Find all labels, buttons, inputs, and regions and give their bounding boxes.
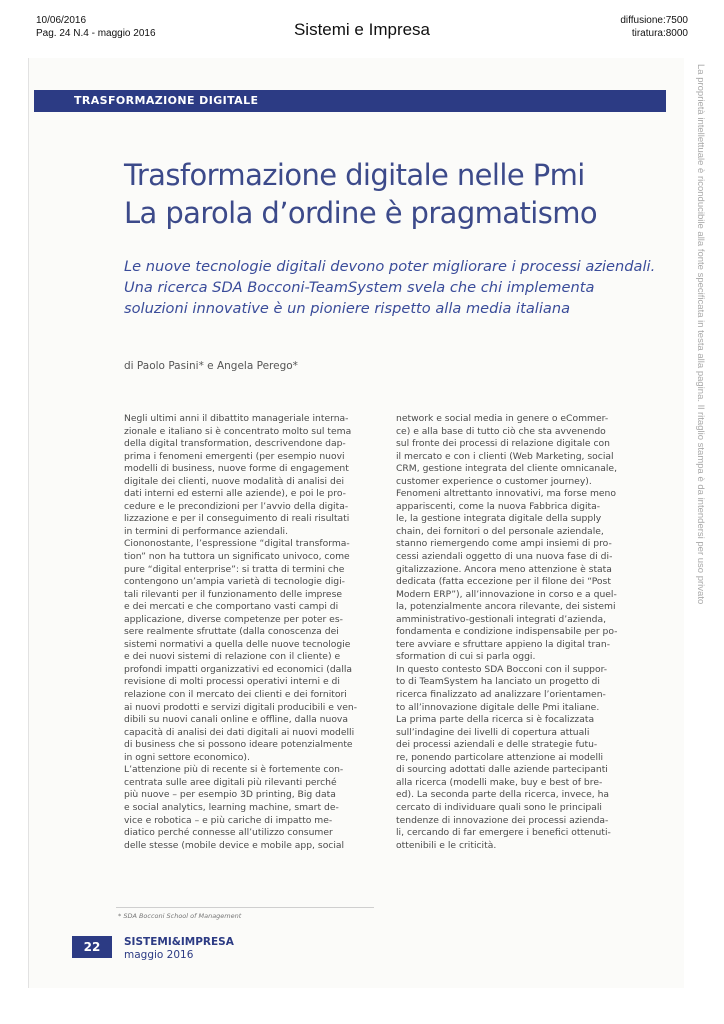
article-title-line: La parola d’ordine è pragmatismo	[124, 196, 598, 230]
body-text-line: di sourcing adottati dalle aziende partecipanti	[396, 764, 608, 776]
body-text-line: dei processi aziendali e delle strategie futu-	[396, 739, 598, 751]
body-text-line: vice e robotica – e più cariche di impatto me-	[124, 814, 333, 826]
body-text-line: Negli ultimi anni il dibattito manageriale interna-	[124, 413, 349, 424]
article-deck	[124, 256, 672, 319]
section-banner	[34, 90, 666, 112]
body-text-line: della digital transformation, descrivendone dap-	[124, 438, 346, 450]
clipping-stats	[620, 14, 688, 40]
author-footnote: * SDA Bocconi School of Management	[118, 912, 242, 920]
body-text-line: tali rilevanti per il funzionamento delle imprese	[124, 588, 343, 600]
body-text-line: customer experience o customer journey).	[396, 475, 592, 487]
body-text-line: zionale e italiano si è concentrato molto sul tema	[124, 425, 352, 437]
body-text-line: le, la gestione integrata digitale della supply	[396, 513, 602, 525]
body-text-line: to di TeamSystem ha lanciato un progetto di	[396, 676, 600, 688]
article-title-line: Trasformazione digitale nelle Pmi	[124, 158, 585, 192]
body-text-line: ed). La seconda parte della ricerca, invece, ha	[396, 789, 610, 801]
body-text-line: sere realmente sfruttate (dalla conoscenza dei	[124, 626, 339, 638]
body-text-line: in ogni settore economico).	[124, 751, 250, 763]
body-column-right	[396, 413, 652, 852]
body-text-line: in termini di performance aziendali.	[124, 525, 288, 537]
footnote-divider	[116, 907, 374, 908]
clipping-date: 10/06/2016	[36, 15, 87, 26]
body-text-line: sull’indagine dei livelli di copertura attuali	[396, 726, 590, 738]
body-text-line: appariscenti, come la nuova Fabbrica digita-	[396, 500, 601, 512]
body-text-line: ricerca finalizzato ad analizzare l’orientamen-	[396, 689, 606, 701]
body-text-line: digitale dei clienti, nuove modalità di analisi dei	[124, 475, 345, 487]
body-text-line: cercato di individuare quali sono le principali	[396, 801, 602, 813]
body-text-line: to all’innovazione digitale delle Pmi italiane.	[396, 701, 600, 713]
body-text-line: In questo contesto SDA Bocconi con il suppor-	[396, 663, 608, 675]
body-text-line: sistemi normativi a quella delle nuove tecnologie	[124, 638, 351, 650]
body-text-line: ottenibili e le criticità.	[396, 839, 497, 851]
body-text-line: tere avviare e sfruttare appieno la digital tran-	[396, 638, 611, 650]
body-text-line: gitalizzazione. Ancora meno attenzione è stata	[396, 563, 612, 575]
body-text-line: sul fronte dei processi di relazione digitale con	[396, 438, 610, 450]
body-text-line: dibili su nuovi canali online e offline, dalla nuova	[124, 714, 349, 726]
body-text-line: capacità di analisi dei dati digitali ai nuovi modelli	[124, 726, 355, 738]
body-text-line: delle stesse (mobile device e mobile app, social	[124, 839, 345, 851]
magazine-issue: maggio 2016	[124, 949, 194, 961]
body-text-line: L’attenzione più di recente si è fortemente con-	[124, 764, 344, 776]
body-text-line: ai nuovi prodotti e servizi digitali producibili e ven-	[124, 701, 358, 713]
body-text-line: cedure e le precondizioni per l’avvio della digita-	[124, 500, 349, 512]
article-deck-line: soluzioni innovative è un pioniere rispetto alla media italiana	[124, 300, 571, 317]
copyright-side-notice: La proprietà intellettuale è riconducibile alla fonte specificata in testa alla pagina. Il ritaglio stampa è da intendersi per uso privato	[695, 64, 706, 605]
body-text-line: dati interni ed esterni alle aziende), e poi le pro-	[124, 488, 346, 500]
clipping-tiratura: tiratura:8000	[631, 28, 688, 39]
clipping-header	[0, 0, 724, 56]
body-text-line: più nuove – per esempio 3D printing, Big data	[124, 789, 336, 801]
clipping-source: Sistemi e Impresa	[293, 20, 431, 39]
body-text-line: sformation di cui si parla oggi.	[396, 651, 536, 663]
body-column-left	[124, 413, 374, 852]
body-text-line: tion” non ha tuttora un significato univoco, come	[124, 551, 350, 563]
article-deck-line: Le nuove tecnologie digitali devono poter migliorare i processi aziendali.	[124, 258, 656, 275]
body-text-line: lizzazione e per il conseguimento di reali risultati	[124, 513, 350, 525]
article-title	[124, 156, 664, 232]
body-text-line: re, ponendo particolare attenzione ai modelli	[396, 751, 604, 763]
body-text-line: tendenze di innovazione dei processi azienda-	[396, 814, 609, 826]
article-deck-line: Una ricerca SDA Bocconi-TeamSystem svela che chi implementa	[124, 279, 595, 296]
body-text-line: il mercato e con i clienti (Web Marketing, social	[396, 450, 614, 462]
body-text-line: modelli di business, nuove forme di engagement	[124, 463, 349, 475]
body-text-line: dedicata (fatta eccezione per il filone dei “Post	[396, 576, 611, 588]
body-text-line: network e social media in genere o eCommer-	[396, 413, 609, 424]
body-text-line: revisione di molti processi operativi interni e di	[124, 676, 340, 688]
body-text-line: Fenomeni altrettanto innovativi, ma forse meno	[396, 488, 617, 500]
body-text-line: Modern ERP”), all’innovazione in corso e a quel-	[396, 588, 617, 600]
body-text-line: stanno riemergendo come ampi insiemi di pro-	[396, 538, 612, 550]
page-number: 22	[72, 936, 112, 958]
body-text-line: prima i fenomeni emergenti (per esempio nuovi	[124, 450, 345, 462]
body-text-line: diatico perché connesse all’utilizzo consumer	[124, 827, 333, 839]
body-text-line: relazione con il mercato dei clienti e dei fornitori	[124, 689, 347, 701]
clipping-page-ref: Pag. 24 N.4 - maggio 2016	[36, 28, 156, 39]
body-text-line: La prima parte della ricerca si è focalizzata	[396, 714, 595, 726]
body-text-line: Ciononostante, l’espressione “digital transforma-	[124, 538, 350, 550]
body-text-line: li, cercando di far emergere i benefici ottenuti-	[396, 827, 611, 839]
body-text-line: di business che si possono ideare potenzialmente	[124, 739, 353, 751]
body-text-line: centrata sulle aree digitali più rilevanti perché	[124, 776, 337, 788]
body-text-line: profondi impatti organizzativi ed economici (dalla	[124, 663, 353, 675]
magazine-name: SISTEMI&IMPRESA	[124, 936, 234, 948]
body-text-line: alla ricerca (modelli make, buy e best of bre-	[396, 776, 603, 788]
body-text-line: pure “digital enterprise”: si tratta di termini che	[124, 563, 345, 575]
body-text-line: CRM, gestione integrata del cliente omnicanale,	[396, 463, 618, 475]
body-text-line: e dei mercati e che comportano vasti campi di	[124, 601, 339, 613]
body-text-line: amministrativo-gestionali integrati d’azienda,	[396, 613, 607, 625]
body-text-line: e dei nuovi sistemi di relazione con il cliente) e	[124, 651, 341, 663]
body-text-line: applicazione, diverse competenze per poter es-	[124, 613, 343, 625]
body-text-line: chain, dei fornitori o del personale aziendale,	[396, 525, 604, 537]
body-text-line: ce) e alla base di tutto ciò che sta avvenendo	[396, 425, 606, 437]
body-text-line: la, potenzialmente ancora rilevante, dei sistemi	[396, 601, 616, 613]
body-text-line: cessi aziendali oggetto di una nuova fase di di-	[396, 551, 613, 563]
clipping-diffusione: diffusione:7500	[620, 15, 688, 26]
body-text-line: e social analytics, learning machine, smart de-	[124, 801, 339, 813]
article-byline: di Paolo Pasini* e Angela Perego*	[124, 360, 298, 372]
body-text-line: contengono un’ampia varietà di tecnologie digi-	[124, 576, 345, 588]
body-text-line: fondamenta e condizione indispensabile per po-	[396, 626, 618, 638]
section-label: TRASFORMAZIONE DIGITALE	[74, 94, 259, 107]
